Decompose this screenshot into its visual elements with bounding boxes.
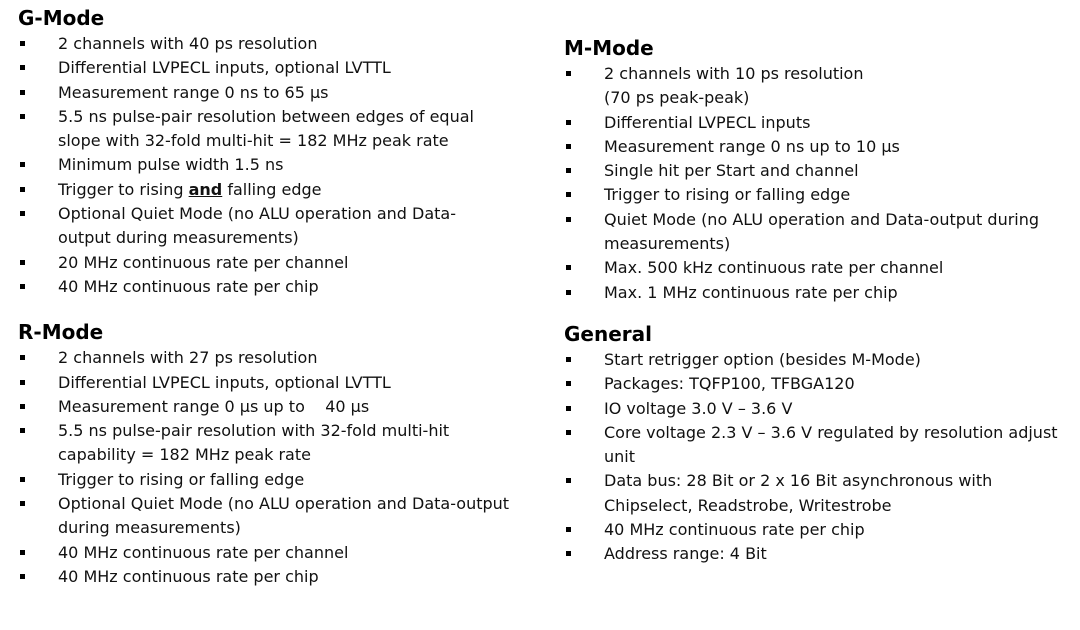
list-item (18, 275, 538, 299)
bullet-icon (20, 260, 25, 265)
general-section (564, 321, 1074, 567)
bullet-icon (566, 527, 571, 532)
g-mode-title: G-Mode (18, 6, 105, 30)
r-mode-list (18, 346, 538, 589)
bullet-icon (20, 211, 25, 216)
list-item (564, 348, 1074, 372)
list-item (18, 346, 538, 370)
bullet-icon (20, 162, 25, 167)
list-item (564, 469, 1074, 518)
bullet-icon (566, 192, 571, 197)
bullet-icon (20, 41, 25, 46)
list-item (564, 372, 1074, 396)
list-item-text: Address range: 4 Bit (604, 544, 767, 564)
list-item-text: Packages: TQFP100, TFBGA120 (604, 374, 855, 394)
list-item-text: Quiet Mode (no ALU operation and Data-output during measurements) (604, 209, 1045, 254)
list-item (18, 178, 538, 202)
bullet-icon (566, 168, 571, 173)
list-item (18, 541, 538, 565)
bullet-icon (566, 406, 571, 411)
bullet-icon (20, 355, 25, 360)
list-item-emphasis: and (188, 179, 223, 199)
m-mode-section (564, 35, 1074, 305)
bullet-icon (566, 478, 571, 483)
bullet-icon (20, 501, 25, 506)
list-item-text: Max. 500 kHz continuous rate per channel (604, 258, 944, 278)
list-item (18, 105, 538, 154)
list-item (564, 256, 1074, 280)
bullet-icon (566, 430, 571, 435)
list-item (18, 565, 538, 589)
list-item-text: Differential LVPECL inputs, optional LVTTL (58, 58, 391, 78)
list-item-text: Single hit per Start and channel (604, 161, 859, 181)
list-item (564, 281, 1074, 305)
bullet-icon (566, 551, 571, 556)
list-item (564, 111, 1074, 135)
list-item (564, 135, 1074, 159)
list-item (564, 183, 1074, 207)
list-item (564, 518, 1074, 542)
general-title: General (564, 321, 652, 346)
bullet-icon (20, 187, 25, 192)
list-item-text: 40 MHz continuous rate per chip (58, 276, 319, 296)
list-item-text: Differential LVPECL inputs, optional LVTTL (58, 372, 391, 392)
list-item-text: Data bus: 28 Bit or 2 x 16 Bit asynchronous with Chipselect, Readstrobe, Writestrobe (604, 471, 998, 515)
list-item (18, 492, 538, 541)
r-mode-section (18, 319, 538, 589)
bullet-icon (566, 217, 571, 222)
list-item-text: 5.5 ns pulse-pair resolution between edges of equal slope with 32-fold multi-hit = 182 MHz peak rate (58, 106, 480, 151)
bullet-icon (20, 404, 25, 409)
list-item-text: Measurement range 0 ns to 65 µs (58, 82, 329, 102)
list-item (18, 153, 538, 177)
list-item (18, 56, 538, 80)
list-item (18, 81, 538, 105)
list-item (18, 419, 538, 468)
list-item-text: 5.5 ns pulse-pair resolution with 32-fold multi-hit capability = 182 MHz peak rate (58, 421, 455, 465)
bullet-icon (566, 357, 571, 362)
bullet-icon (20, 65, 25, 70)
bullet-icon (20, 550, 25, 555)
left-column (18, 0, 538, 589)
bullet-icon (20, 90, 25, 95)
list-item-text: 40 MHz continuous rate per channel (58, 542, 349, 562)
list-item-text: 2 channels with 40 ps resolution (58, 34, 318, 53)
bullet-icon (566, 144, 571, 149)
list-item (18, 32, 538, 56)
bullet-icon (20, 574, 25, 579)
list-item-text: Trigger to rising or falling edge (58, 469, 305, 489)
list-item (18, 371, 538, 395)
list-item-text: 40 MHz continuous rate per chip (604, 520, 865, 540)
bullet-icon (20, 284, 25, 289)
list-item (564, 397, 1074, 421)
list-item-text: IO voltage 3.0 V – 3.6 V (604, 398, 793, 418)
list-item-text: Max. 1 MHz continuous rate per chip (604, 282, 898, 302)
g-mode-list (18, 32, 538, 299)
list-item-text: 2 channels with 10 ps resolution (70 ps peak-peak) (604, 64, 869, 108)
list-item (564, 421, 1074, 470)
list-item-text: 40 MHz continuous rate per chip (58, 566, 319, 586)
bullet-icon (566, 381, 571, 386)
list-item-text: Measurement range 0 ns up to 10 µs (604, 136, 900, 156)
list-item-text: Core voltage 2.3 V – 3.6 V regulated by resolution adjust unit (604, 422, 1063, 467)
m-mode-title: M-Mode (564, 36, 654, 60)
g-mode-section (18, 5, 538, 299)
m-mode-list (564, 62, 1074, 305)
list-item (18, 395, 538, 419)
bullet-icon (566, 120, 571, 125)
list-item (18, 468, 538, 492)
r-mode-title: R-Mode (18, 320, 104, 345)
list-item-text: 20 MHz continuous rate per channel (58, 252, 349, 272)
right-column (564, 0, 1074, 567)
bullet-icon (20, 428, 25, 433)
list-item-text: Optional Quiet Mode (no ALU operation and Data-output during measurements) (58, 494, 515, 538)
list-item (564, 208, 1074, 257)
list-item-text: Minimum pulse width 1.5 ns (58, 155, 284, 175)
bullet-icon (566, 71, 571, 76)
list-item-text: Differential LVPECL inputs (604, 112, 811, 132)
bullet-icon (20, 477, 25, 482)
list-item-text-after: falling edge (222, 179, 322, 199)
list-item-text: Optional Quiet Mode (no ALU operation and Data-output during measurements) (58, 204, 456, 248)
list-item (564, 62, 1074, 111)
list-item-text: Start retrigger option (besides M-Mode) (604, 349, 921, 369)
general-list (564, 348, 1074, 567)
list-item-text: Measurement range 0 µs up to 40 µs (58, 396, 370, 416)
bullet-icon (566, 290, 571, 295)
bullet-icon (566, 265, 571, 270)
list-item-text: Trigger to rising or falling edge (604, 185, 851, 205)
list-item-text: 2 channels with 27 ps resolution (58, 348, 318, 368)
list-item (18, 251, 538, 275)
list-item (564, 542, 1074, 566)
list-item-text-before: Trigger to rising (58, 179, 189, 199)
bullet-icon (20, 380, 25, 385)
list-item (18, 202, 538, 251)
list-item (564, 159, 1074, 183)
bullet-icon (20, 114, 25, 119)
